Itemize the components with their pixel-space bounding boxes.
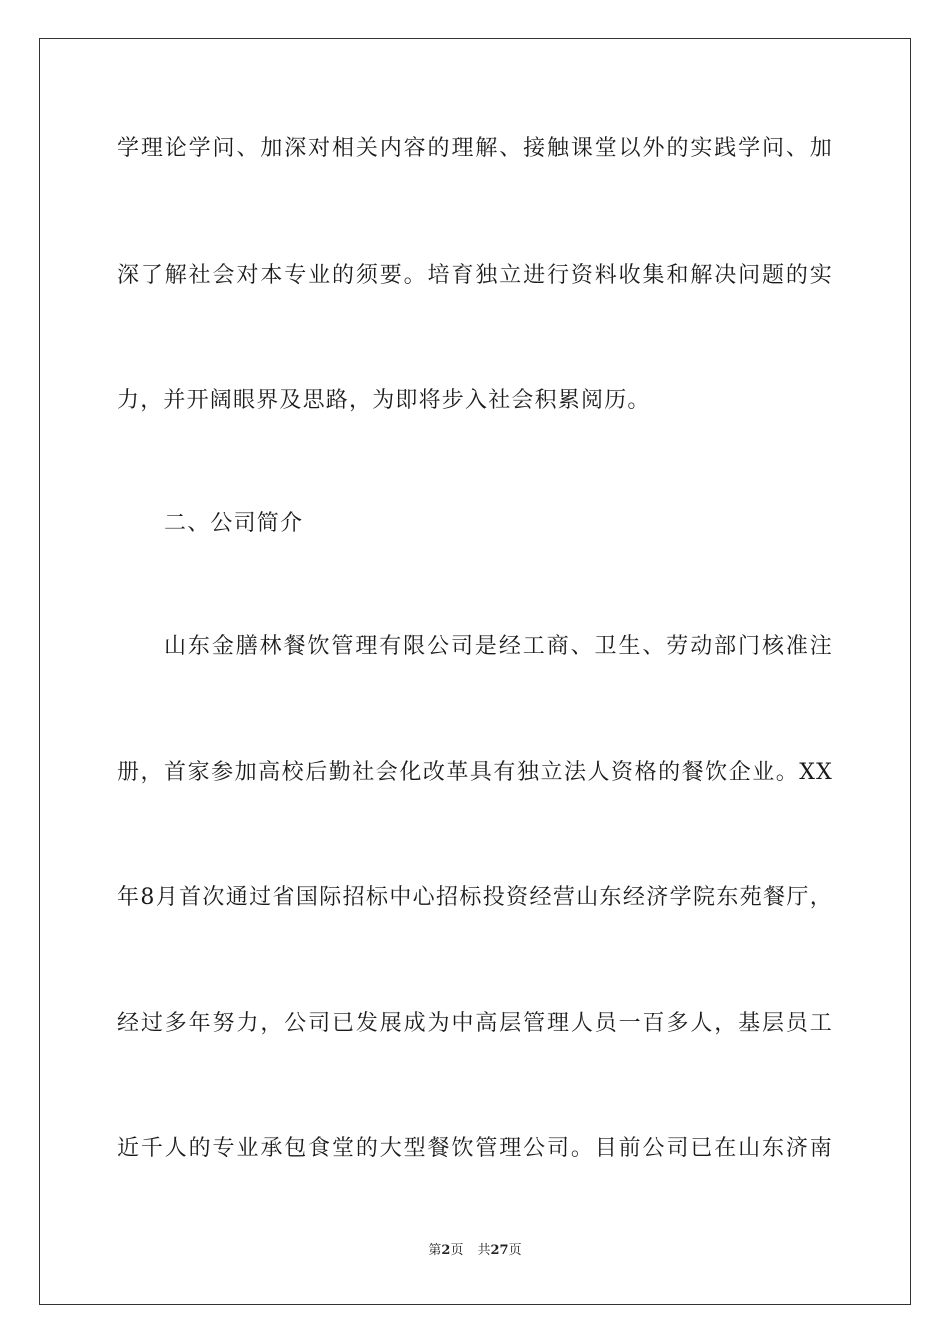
page-border (39, 38, 911, 1305)
body-text-line: 经过多年努力，公司已发展成为中高层管理人员一百多人，基层员工 (117, 1011, 833, 1036)
total-label-prefix: 共 (477, 1243, 491, 1258)
body-text-line: 近千人的专业承包食堂的大型餐饮管理公司。目前公司已在山东济南 (117, 1136, 833, 1161)
page-number: 2 (441, 1243, 451, 1258)
total-label-suffix: 页 (508, 1243, 522, 1258)
page-footer (0, 1242, 950, 1260)
body-text-line: 力，并开阔眼界及思路，为即将步入社会积累阅历。 (117, 388, 651, 413)
body-text-line: 册，首家参加高校后勤社会化改革具有独立法人资格的餐饮企业。XX (117, 760, 833, 785)
section-heading: 二、公司简介 (164, 511, 304, 536)
body-text-line: 深了解社会对本专业的须要。培育独立进行资料收集和解决问题的实 (117, 263, 833, 288)
page-label-prefix: 第 (428, 1243, 442, 1258)
body-text-line: 年8月首次通过省国际招标中心招标投资经营山东经济学院东苑餐厅， (117, 885, 833, 910)
total-pages: 27 (490, 1243, 509, 1258)
page-label-suffix: 页 (450, 1243, 464, 1258)
body-text-line: 山东金膳林餐饮管理有限公司是经工商、卫生、劳动部门核准注 (164, 634, 833, 659)
body-text-line: 学理论学问、加深对相关内容的理解、接触课堂以外的实践学问、加 (117, 136, 833, 161)
